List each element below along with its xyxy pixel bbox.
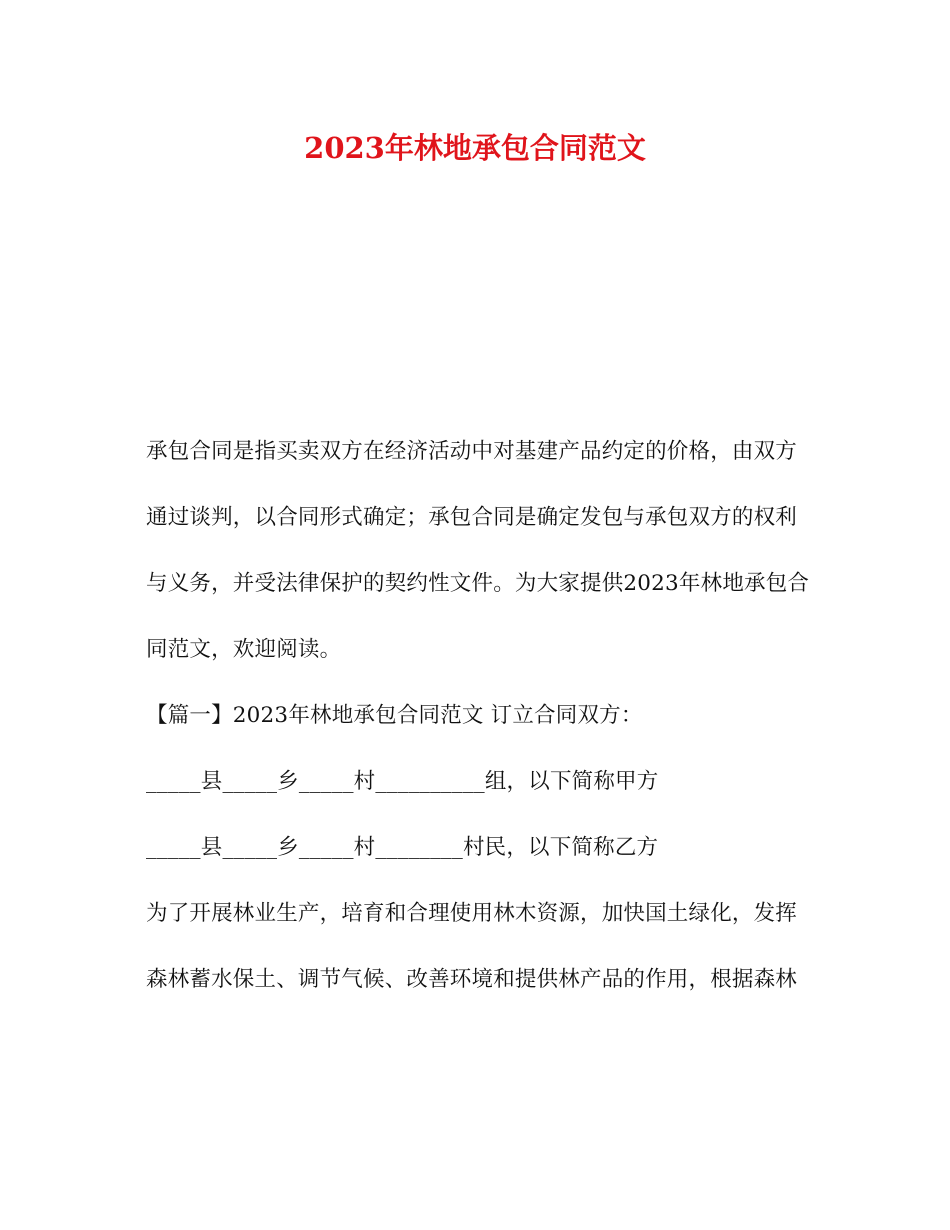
paragraph-line: 森林蓄水保土、调节气候、改善环境和提供林产品的作用，根据森林 (146, 967, 798, 992)
document-title: 2023年林地承包合同范文 (304, 131, 646, 165)
paragraph-line: 为了开展林业生产，培育和合理使用林木资源，加快国土绿化，发挥 (146, 901, 798, 926)
paragraph-line: 通过谈判，以合同形式确定；承包合同是确定发包与承包双方的权利 (146, 505, 798, 530)
paragraph-line: 同范文，欢迎阅读。 (146, 637, 342, 662)
section-heading-line: 【篇一】2023年林地承包合同范文 订立合同双方： (146, 703, 643, 728)
paragraph-line: 与义务，并受法律保护的契约性文件。为大家提供2023年林地承包合 (146, 571, 810, 596)
party-a-line: _____县_____乡_____村__________组，以下简称甲方 (146, 769, 659, 794)
party-b-line: _____县_____乡_____村________村民，以下简称乙方 (146, 835, 659, 860)
paragraph-line: 承包合同是指买卖双方在经济活动中对基建产品约定的价格，由双方 (146, 439, 798, 464)
document-body (146, 434, 816, 1028)
